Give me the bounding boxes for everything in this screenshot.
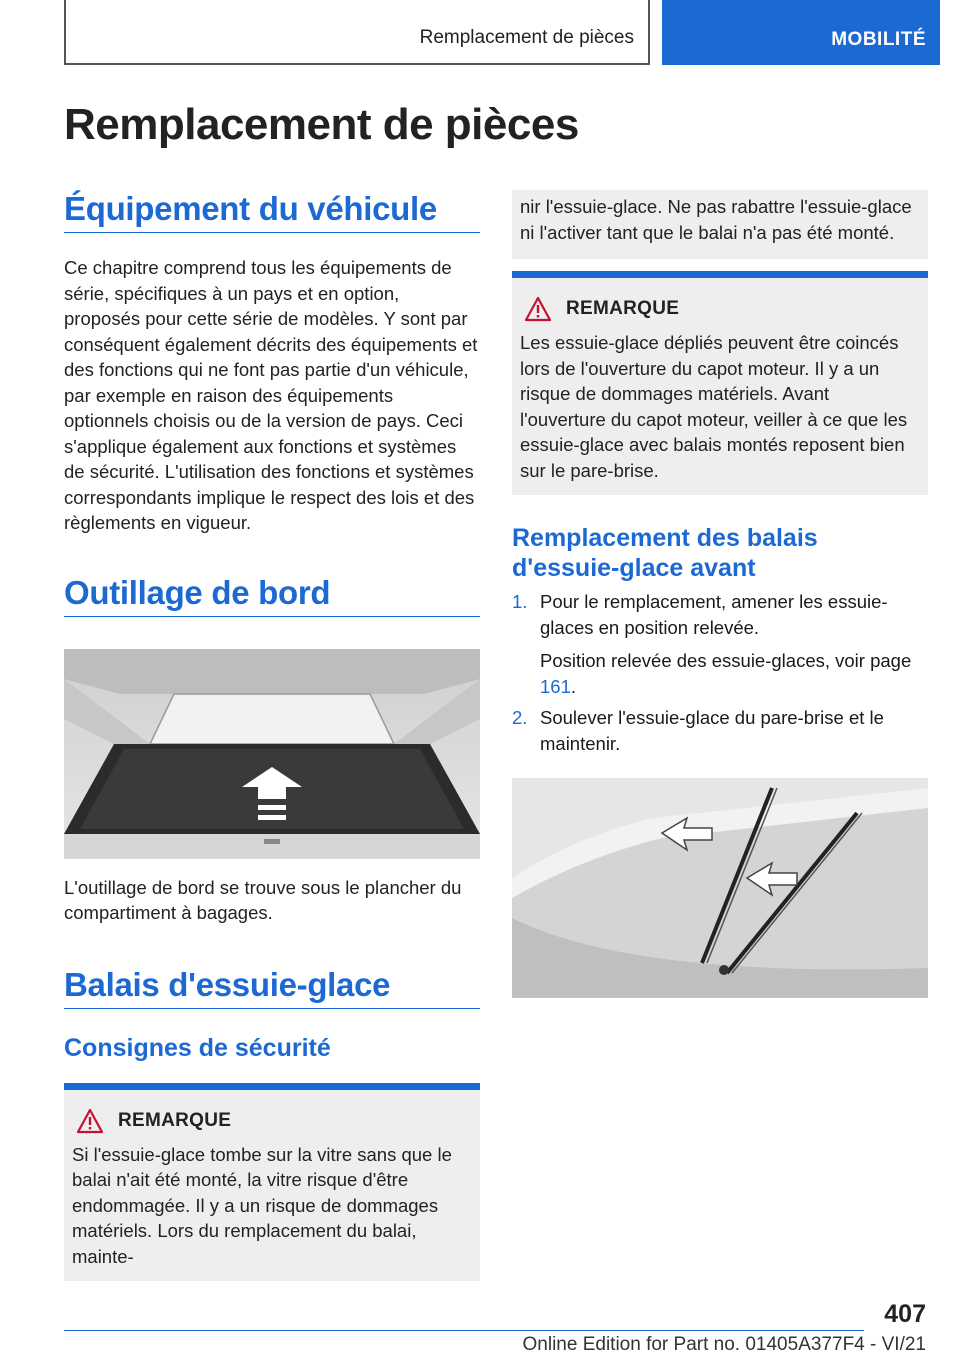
step-number: 2.	[512, 707, 528, 728]
heading-equipment: Équipement du véhicule	[64, 190, 480, 233]
notice-box-2	[512, 271, 928, 495]
warning-triangle-icon	[76, 1108, 104, 1134]
page-title: Remplacement de pièces	[64, 100, 579, 149]
footer-divider	[64, 1330, 864, 1331]
header-chapter-tab	[64, 0, 650, 65]
header-section-title: MOBILITÉ	[831, 29, 926, 50]
step-text: Pour le remplacement, amener les essuie-glaces en position relevée.	[540, 591, 888, 638]
header-section-tab	[662, 0, 940, 65]
heading-tools: Outillage de bord	[64, 574, 480, 617]
page-reference-link[interactable]: 161	[540, 675, 571, 697]
step-item	[512, 705, 928, 756]
step-text: Soulever l'essuie-glace du pare-brise et le maintenir.	[540, 707, 884, 754]
heading-front-wiper: Remplacement des balais d'essuie-glace avant	[512, 524, 818, 582]
wiper-image	[512, 778, 928, 998]
equipment-text: Ce chapitre comprend tous les équipements de série, spécifiques à un pays et en option, proposés pour cette série de modèles. Y sont par conséquent également décrits des équipements et des fonctions qui ne font pas partie d'un véhicule, par exemple en raison des équipements optionnels choisis ou de la version de pays. Ceci s'applique également aux fonctions et systèmes de sécurité. L'utilisation des fonctions et systèmes correspondants implique le respect des lois et des règlements en vigueur.	[64, 257, 478, 533]
windshield-wiper-illustration	[512, 778, 928, 998]
step-item	[512, 589, 928, 699]
notice-continued-text: nir l'essuie-glace. Ne pas rabattre l'essuie-glace ni l'activer tant que le balai n'a pas été monté.	[520, 196, 912, 243]
tools-caption: L'outillage de bord se trouve sous le plancher du compartiment à bagages.	[64, 876, 462, 923]
notice-box	[64, 1083, 480, 1282]
heading-safety: Consignes de sécurité	[64, 1033, 331, 1062]
notice-label-2: REMARQUE	[566, 298, 680, 319]
luggage-floor-illustration	[64, 649, 480, 859]
step-subtext: Position relevée des essuie-glaces, voir page 161.	[540, 650, 912, 697]
notice-text-2: Les essuie-glace dépliés peuvent être coincés lors de l'ouverture du capot moteur. Il y a un risque de dommages matériels. Avant l'ouverture du capot moteur, veiller à ce que les essuie-glace avec balais montés reposent bien sur le pare-brise.	[520, 332, 908, 481]
notice-label: REMARQUE	[118, 1109, 232, 1131]
left-column	[64, 190, 480, 1281]
warning-triangle-icon	[524, 296, 552, 322]
page-number: 407	[884, 1300, 926, 1328]
right-column	[512, 190, 928, 998]
luggage-compartment-image	[64, 649, 480, 859]
notice-continued-box	[512, 190, 928, 259]
heading-wiper: Balais d'essuie-glace	[64, 966, 480, 1009]
header-chapter-title: Remplacement de pièces	[419, 27, 634, 48]
notice-text: Si l'essuie-glace tombe sur la vitre sans que le balai n'ait été monté, la vitre risque d'être endommagée. Il y a un risque de dommages matériels. Lors du remplacement du balai, mainte-	[72, 1143, 452, 1267]
footer-edition: Online Edition for Part no. 01405A377F4 - VI/21	[522, 1334, 926, 1355]
step-number: 1.	[512, 591, 528, 612]
replacement-steps	[512, 589, 928, 756]
